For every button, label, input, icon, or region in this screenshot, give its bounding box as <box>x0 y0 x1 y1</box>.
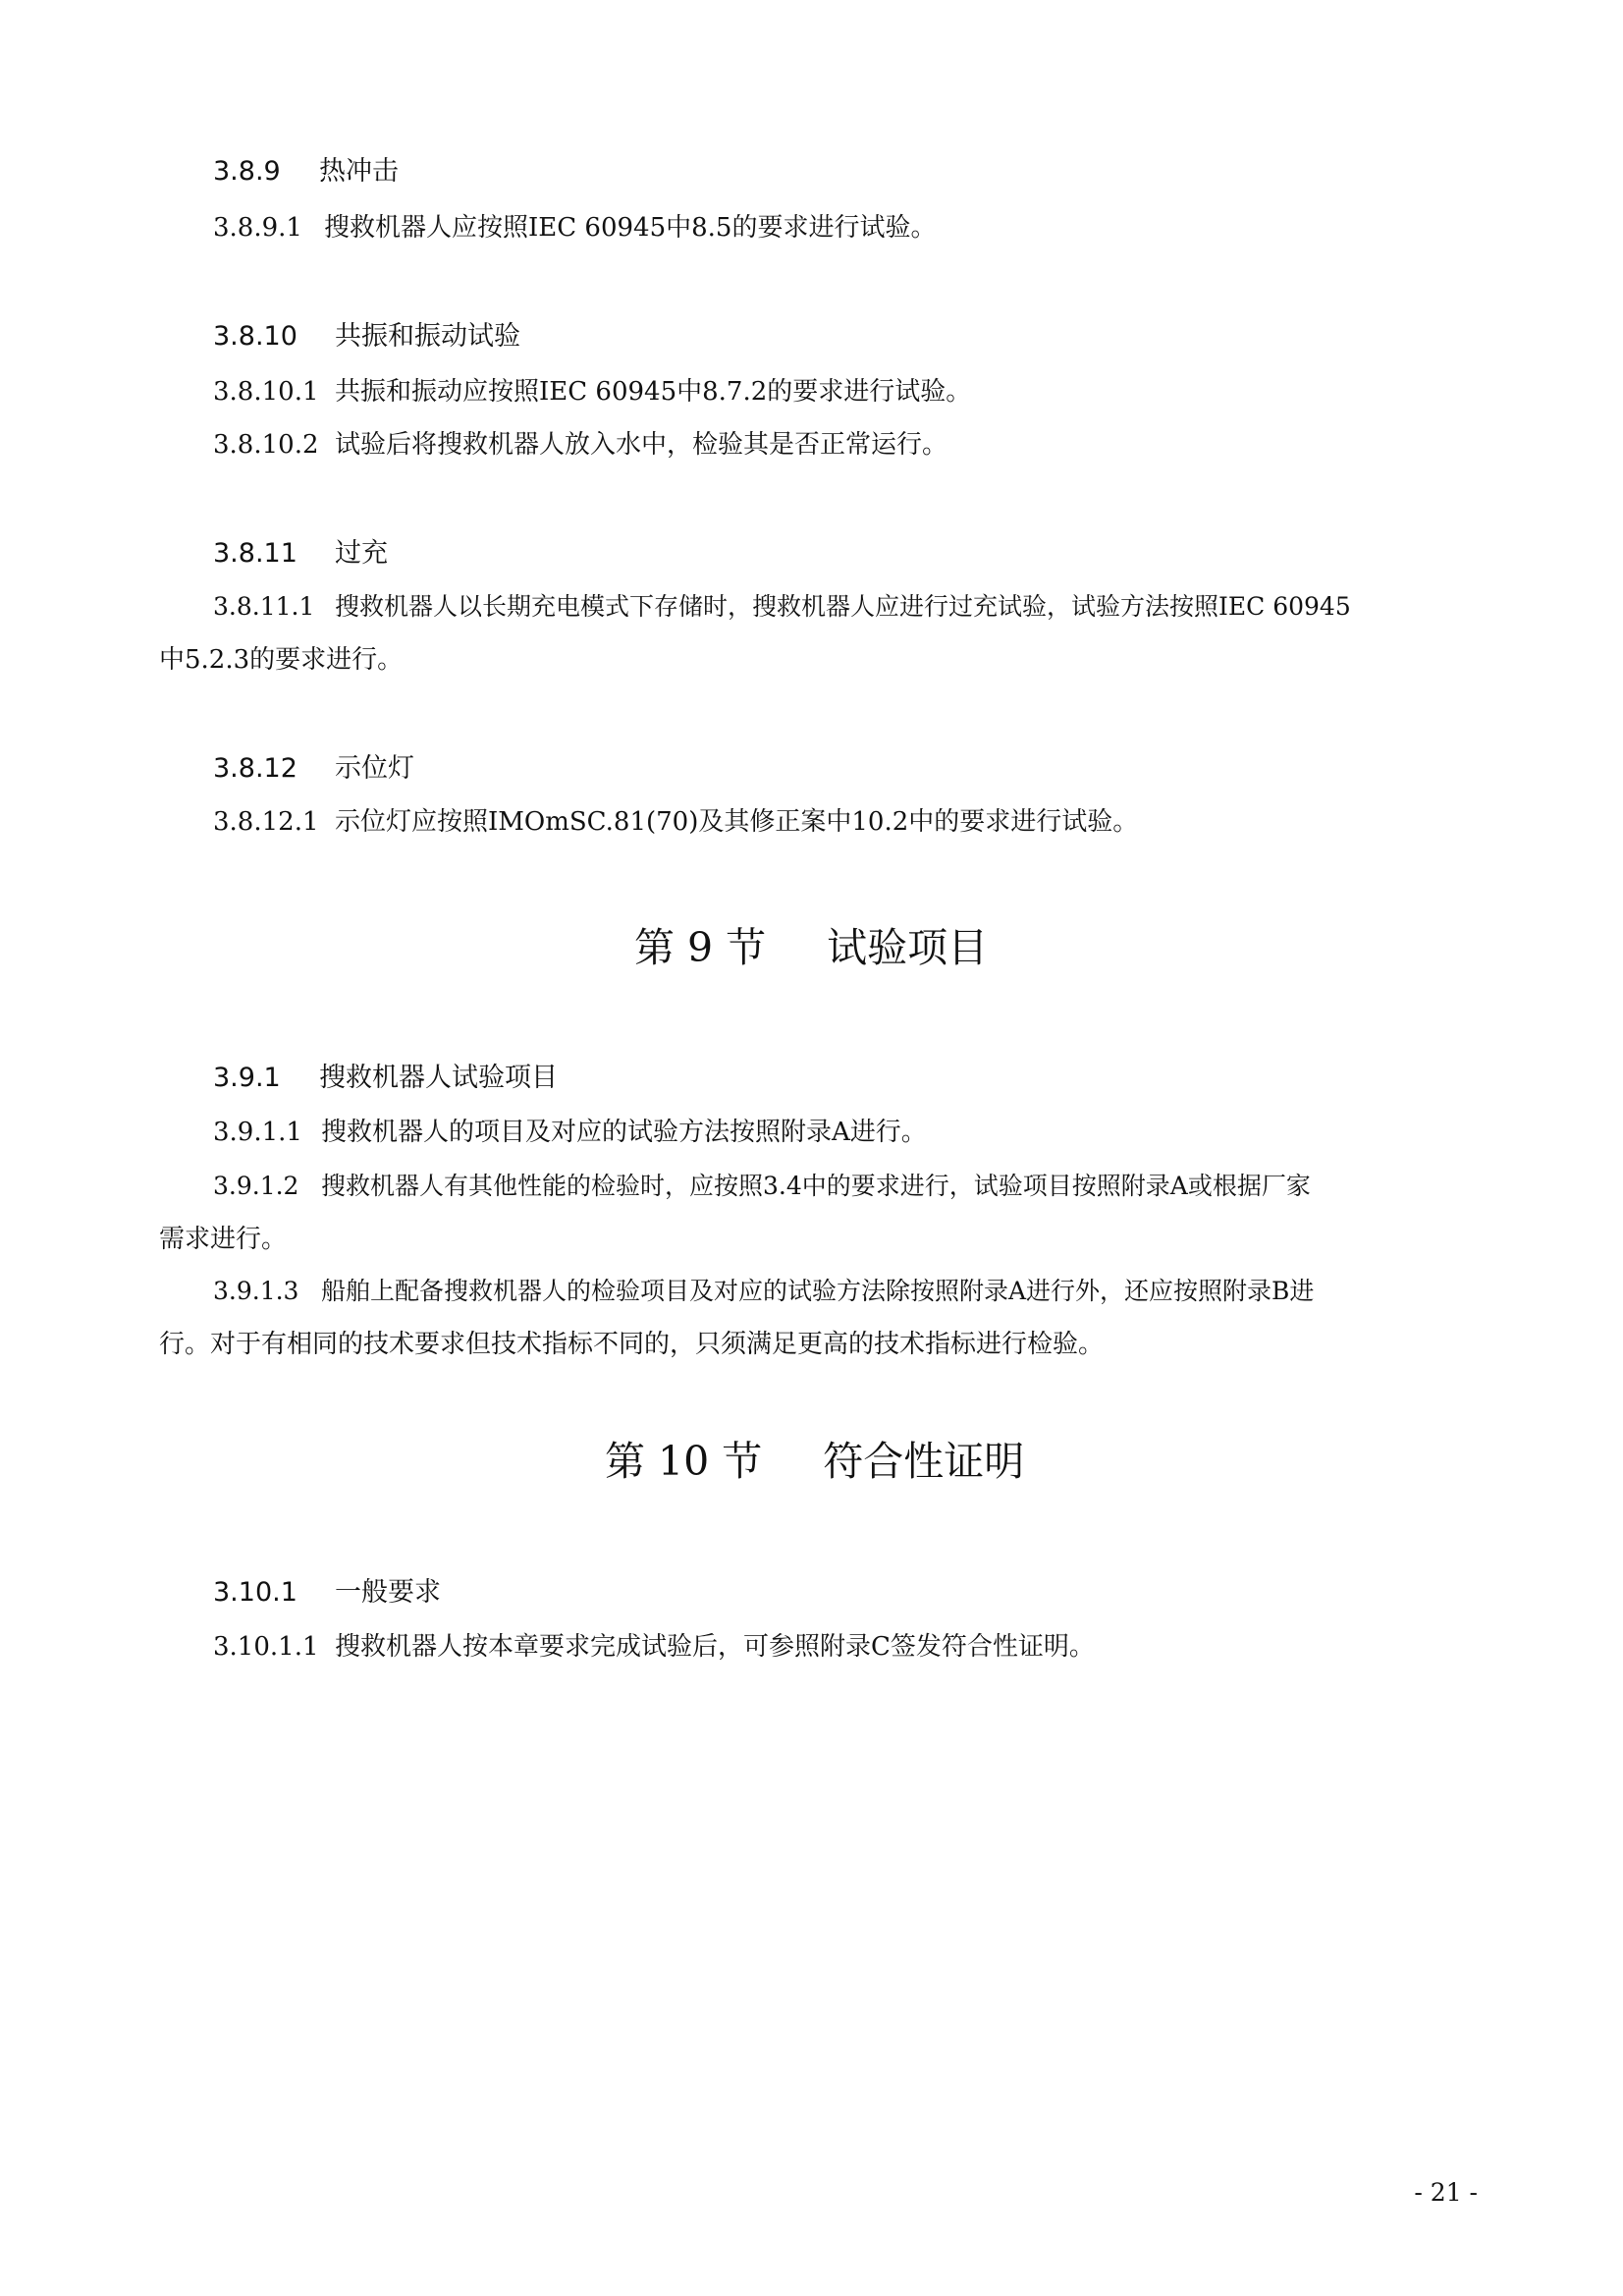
clause-number: 3.9.1.1 <box>213 1118 302 1147</box>
clause-3-9-1-1 <box>213 1116 927 1149</box>
section-label: 第 9 节 <box>634 924 767 971</box>
clause-text: 示位灯应按照IMOmSC.81(70)及其修正案中10.2中的要求进行试验。 <box>335 807 1139 837</box>
heading-number: 3.9.1 <box>213 1063 281 1093</box>
heading-number: 3.8.10 <box>213 321 298 352</box>
clause-3-8-9-1 <box>213 211 936 245</box>
heading-title: 搜救机器人试验项目 <box>319 1063 558 1093</box>
heading-title: 共振和振动试验 <box>335 321 520 352</box>
clause-text: 搜救机器人的项目及对应的试验方法按照附录A进行。 <box>321 1118 927 1147</box>
section-name: 试验项目 <box>827 924 989 971</box>
clause-3-9-1-2-line2 <box>159 1223 287 1256</box>
heading-number: 3.8.9 <box>213 156 281 187</box>
clause-3-8-11-1-line2 <box>159 643 403 677</box>
clause-text: 试验后将搜救机器人放入水中，检验其是否正常运行。 <box>335 430 948 460</box>
heading-title: 示位灯 <box>335 753 414 784</box>
clause-number: 3.8.11.1 <box>213 592 315 621</box>
heading-3-9-1 <box>213 1062 558 1095</box>
clause-text: 共振和振动应按照IEC 60945中8.7.2的要求进行试验。 <box>335 377 972 407</box>
clause-3-10-1-1 <box>213 1630 1095 1664</box>
heading-number: 3.8.11 <box>213 538 298 569</box>
heading-3-10-1 <box>213 1576 441 1610</box>
clause-text: 搜救机器人以长期充电模式下存储时，搜救机器人应进行过充试验，试验方法按照IEC 60945 <box>335 592 1351 621</box>
clause-number: 3.9.1.3 <box>213 1277 299 1305</box>
clause-3-8-10-2 <box>213 428 947 462</box>
clause-text-continued: 中5.2.3的要求进行。 <box>159 645 404 675</box>
heading-number: 3.10.1 <box>213 1577 298 1608</box>
clause-text: 搜救机器人按本章要求完成试验后，可参照附录C签发符合性证明。 <box>335 1632 1095 1662</box>
clause-text-continued: 需求进行。 <box>159 1225 288 1254</box>
clause-number: 3.8.10.1 <box>213 377 319 407</box>
heading-3-8-9 <box>213 155 399 189</box>
clause-3-9-1-2-line1 <box>213 1170 1311 1203</box>
section-label: 第 10 节 <box>605 1438 763 1485</box>
clause-number: 3.9.1.2 <box>213 1172 299 1200</box>
clause-3-8-11-1-line1 <box>213 590 1351 624</box>
clause-number: 3.8.9.1 <box>213 213 302 243</box>
clause-text: 船舶上配备搜救机器人的检验项目及对应的试验方法除按照附录A进行外，还应按照附录B进 <box>321 1277 1315 1305</box>
clause-text-continued: 行。对于有相同的技术要求但技术指标不同的，只须满足更高的技术指标进行检验。 <box>159 1330 1105 1359</box>
heading-3-8-11 <box>213 537 388 571</box>
heading-title: 过充 <box>335 538 388 569</box>
section-9-title <box>634 923 988 972</box>
clause-3-9-1-3-line2 <box>159 1328 1104 1361</box>
clause-text: 搜救机器人有其他性能的检验时，应按照3.4中的要求进行，试验项目按照附录A或根据厂家 <box>321 1172 1311 1200</box>
heading-3-8-12 <box>213 752 414 786</box>
page-number: - 21 - <box>1414 2178 1478 2207</box>
clause-3-9-1-3-line1 <box>213 1275 1314 1308</box>
section-10-title <box>605 1437 1024 1486</box>
clause-number: 3.10.1.1 <box>213 1632 319 1662</box>
section-name: 符合性证明 <box>823 1438 1025 1485</box>
clause-number: 3.8.10.2 <box>213 430 319 460</box>
clause-number: 3.8.12.1 <box>213 807 319 837</box>
clause-3-8-12-1 <box>213 805 1138 839</box>
heading-3-8-10 <box>213 320 520 354</box>
heading-number: 3.8.12 <box>213 753 298 784</box>
heading-title: 一般要求 <box>335 1577 441 1608</box>
heading-title: 热冲击 <box>319 156 399 187</box>
clause-3-8-10-1 <box>213 375 971 409</box>
clause-text: 搜救机器人应按照IEC 60945中8.5的要求进行试验。 <box>324 213 937 243</box>
